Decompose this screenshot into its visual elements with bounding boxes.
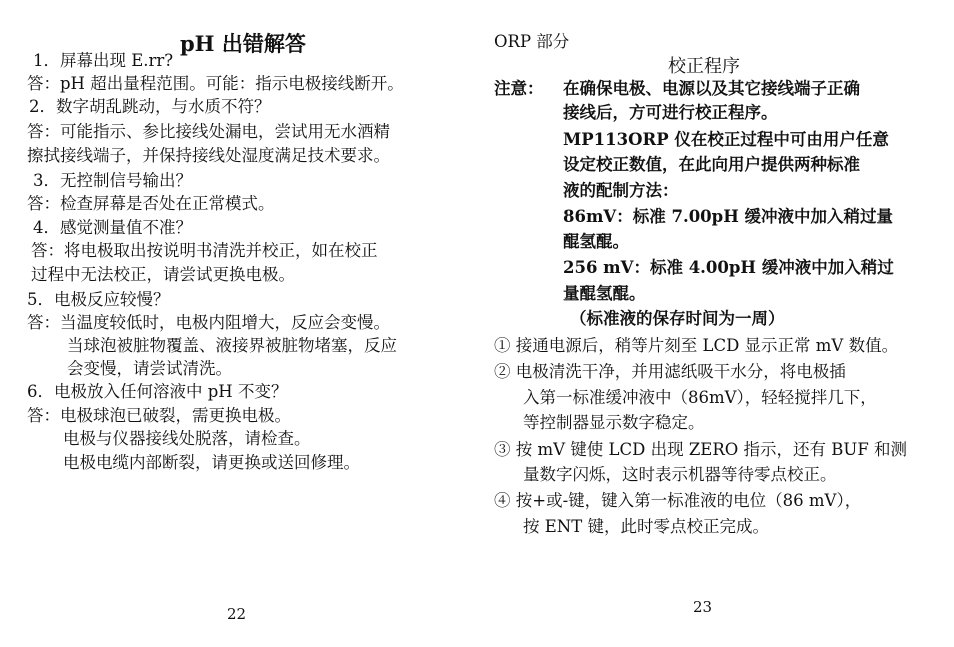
answer-6-line-1: 答：电极球泡已破裂，需更换电极。	[27, 406, 291, 425]
step-2-line-2: 入第一标准缓冲液中（86mV），轻轻搅拌几下，	[523, 388, 877, 407]
note-line-1: 在确保电极、电源以及其它接线端子正确	[563, 79, 860, 98]
answer-5-line-2: 当球泡被脏物覆盖、液接界被脏物堵塞，反应	[67, 336, 397, 355]
question-1: 1．屏幕出现 E.rr?	[33, 51, 174, 70]
note-label: 注意：	[494, 79, 544, 98]
answer-5-line-1: 答：当温度较低时，电极内阻增大，反应会变慢。	[27, 313, 390, 332]
note-line-2: 接线后，方可进行校正程序。	[563, 103, 778, 122]
question-4: 4．感觉测量值不准？	[33, 218, 192, 237]
section-title: ORP 部分	[494, 32, 570, 51]
note-line-7: 醌氢醌。	[563, 232, 629, 251]
answer-6-line-3: 电极电缆内部断裂，请更换或送回修理。	[63, 453, 360, 472]
page-number-left: 22	[227, 605, 247, 623]
answer-3: 答：检查屏幕是否处在正常模式。	[27, 194, 275, 213]
answer-5-line-3: 会变慢，请尝试清洗。	[67, 359, 232, 378]
question-6: 6．电极放入任何溶液中 pH 不变？	[27, 382, 288, 401]
step-4-line-2: 按 ENT 键，此时零点校正完成。	[523, 517, 769, 536]
note-line-8: 256 mV：标准 4.00pH 缓冲液中加入稍过	[563, 258, 894, 277]
page-title: pH 出错解答	[180, 31, 306, 56]
answer-6-line-2: 电极与仪器接线处脱落，请检查。	[63, 429, 311, 448]
answer-1: 答：pH 超出量程范围。可能：指示电极接线断开。	[27, 74, 404, 93]
answer-4-line-2: 过程中无法校正，请尝试更换电极。	[31, 265, 295, 284]
answer-2-line-1: 答：可能指示、参比接线处漏电，尝试用无水酒精	[27, 122, 390, 141]
page-number-right: 23	[693, 598, 713, 616]
note-line-3: MP113ORP 仪在校正过程中可由用户任意	[563, 130, 889, 149]
step-2-line-3: 等控制器显示数字稳定。	[523, 413, 705, 432]
note-line-10: （标准液的保存时间为一周）	[570, 309, 785, 328]
section-heading: 校正程序	[668, 56, 740, 77]
answer-2-line-2: 擦拭接线端子，并保持接线处湿度满足技术要求。	[27, 146, 390, 165]
note-line-6: 86mV：标准 7.00pH 缓冲液中加入稍过量	[563, 207, 894, 226]
step-3-line-1: ③ 按 mV 键使 LCD 出现 ZERO 指示，还有 BUF 和测	[494, 440, 908, 459]
step-1: ① 接通电源后，稍等片刻至 LCD 显示正常 mV 数值。	[494, 336, 899, 355]
note-line-5: 液的配制方法：	[563, 181, 679, 200]
note-line-4: 设定校正数值，在此向用户提供两种标准	[563, 155, 860, 174]
note-line-9: 量醌氢醌。	[563, 284, 646, 303]
step-4-line-1: ④ 按+或-键，键入第一标准液的电位（86 mV），	[494, 491, 862, 510]
question-5: 5．电极反应较慢？	[27, 290, 170, 309]
question-3: 3．无控制信号输出？	[33, 171, 192, 190]
answer-4-line-1: 答：将电极取出按说明书清洗并校正，如在校正	[31, 241, 378, 260]
question-2: 2．数字胡乱跳动，与水质不符？	[29, 97, 271, 116]
step-2-line-1: ② 电极清洗干净，并用滤纸吸干水分，将电极插	[494, 362, 846, 381]
step-3-line-2: 量数字闪烁，这时表示机器等待零点校正。	[523, 465, 837, 484]
